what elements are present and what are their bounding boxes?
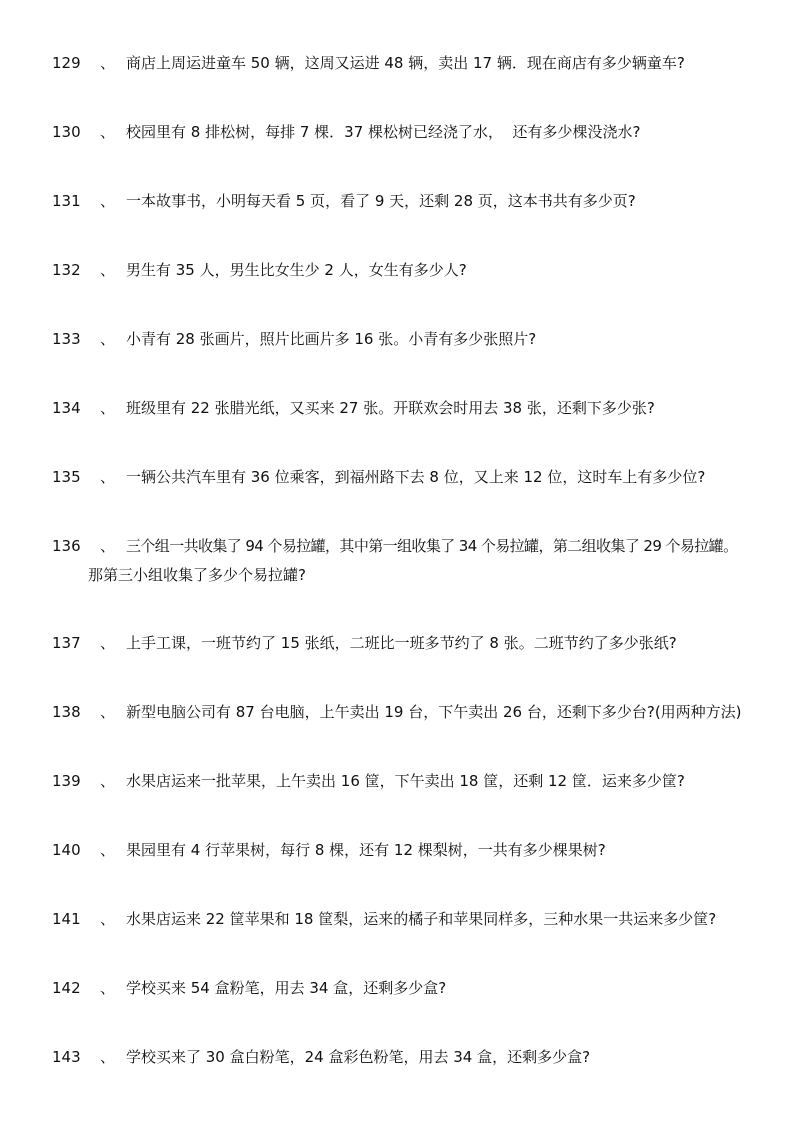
problem-132 bbox=[52, 256, 772, 285]
problem-number: 129 bbox=[52, 54, 81, 72]
problem-separator: 、 bbox=[100, 192, 116, 210]
problem-number: 131 bbox=[52, 192, 81, 210]
problem-text: 一辆公共汽车里有 36 位乘客，到福州路下去 8 位，又上来 12 位，这时车上有多少位? bbox=[126, 468, 706, 486]
problem-number: 133 bbox=[52, 330, 81, 348]
problem-text: 果园里有 4 行苹果树，每行 8 棵，还有 12 棵梨树，一共有多少棵果树? bbox=[126, 841, 606, 859]
problem-separator: 、 bbox=[100, 468, 116, 486]
problem-text-continuation: 那第三小组收集了多少个易拉罐? bbox=[88, 566, 306, 584]
problem-separator: 、 bbox=[100, 841, 116, 859]
problem-separator: 、 bbox=[100, 261, 116, 279]
problem-text: 班级里有 22 张腊光纸，又买来 27 张。开联欢会时用去 38 张，还剩下多少张? bbox=[126, 399, 655, 417]
problem-separator: 、 bbox=[100, 54, 116, 72]
problem-137 bbox=[52, 629, 772, 658]
problem-number: 137 bbox=[52, 634, 81, 652]
problem-143 bbox=[52, 1043, 772, 1072]
problem-separator: 、 bbox=[100, 979, 116, 997]
problem-142 bbox=[52, 974, 772, 1003]
problem-text: 水果店运来一批苹果，上午卖出 16 筐，下午卖出 18 筐，还剩 12 筐．运来多少筐? bbox=[126, 772, 685, 790]
problem-text: 男生有 35 人，男生比女生少 2 人，女生有多少人? bbox=[126, 261, 467, 279]
problem-136 bbox=[52, 532, 772, 590]
problem-129 bbox=[52, 49, 772, 78]
problem-text: 学校买来了 30 盒白粉笔，24 盒彩色粉笔，用去 34 盒，还剩多少盒? bbox=[126, 1048, 591, 1066]
problem-separator: 、 bbox=[100, 910, 116, 928]
problem-text: 上手工课，一班节约了 15 张纸，二班比一班多节约了 8 张。二班节约了多少张纸? bbox=[126, 634, 677, 652]
problem-number: 143 bbox=[52, 1048, 81, 1066]
problem-number: 139 bbox=[52, 772, 81, 790]
problem-number: 134 bbox=[52, 399, 81, 417]
problem-number: 140 bbox=[52, 841, 81, 859]
problem-separator: 、 bbox=[100, 772, 116, 790]
problem-separator: 、 bbox=[100, 123, 116, 141]
problem-141 bbox=[52, 905, 772, 934]
problem-separator: 、 bbox=[100, 330, 116, 348]
problem-140 bbox=[52, 836, 772, 865]
problem-separator: 、 bbox=[100, 537, 116, 555]
problem-text: 三个组一共收集了 94 个易拉罐，其中第一组收集了 34 个易拉罐，第二组收集了 29 个易拉罐。 bbox=[126, 537, 738, 555]
problem-text: 校园里有 8 排松树，每排 7 棵．37 棵松树已经浇了水， 还有多少棵没浇水? bbox=[126, 123, 641, 141]
problem-number: 130 bbox=[52, 123, 81, 141]
problem-135 bbox=[52, 463, 772, 492]
problem-text: 水果店运来 22 筐苹果和 18 筐梨，运来的橘子和苹果同样多，三种水果一共运来多少筐? bbox=[126, 910, 717, 928]
problem-text: 商店上周运进童车 50 辆，这周又运进 48 辆，卖出 17 辆．现在商店有多少辆童车? bbox=[126, 54, 685, 72]
problem-number: 141 bbox=[52, 910, 81, 928]
problem-number: 132 bbox=[52, 261, 81, 279]
problem-separator: 、 bbox=[100, 634, 116, 652]
problem-number: 135 bbox=[52, 468, 81, 486]
problem-131 bbox=[52, 187, 772, 216]
problem-139 bbox=[52, 767, 772, 796]
problem-text: 一本故事书，小明每天看 5 页，看了 9 天，还剩 28 页，这本书共有多少页? bbox=[126, 192, 636, 210]
problem-text: 新型电脑公司有 87 台电脑，上午卖出 19 台，下午卖出 26 台，还剩下多少台?(用两种方法) bbox=[126, 703, 742, 721]
problem-text: 学校买来 54 盒粉笔，用去 34 盒，还剩多少盒? bbox=[126, 979, 447, 997]
problem-134 bbox=[52, 394, 772, 423]
problem-130 bbox=[52, 118, 772, 147]
problem-separator: 、 bbox=[100, 399, 116, 417]
problem-number: 136 bbox=[52, 537, 81, 555]
problem-separator: 、 bbox=[100, 1048, 116, 1066]
problem-number: 138 bbox=[52, 703, 81, 721]
problem-separator: 、 bbox=[100, 703, 116, 721]
problem-138 bbox=[52, 698, 772, 727]
problem-133 bbox=[52, 325, 772, 354]
problem-number: 142 bbox=[52, 979, 81, 997]
problem-text: 小青有 28 张画片，照片比画片多 16 张。小青有多少张照片? bbox=[126, 330, 537, 348]
